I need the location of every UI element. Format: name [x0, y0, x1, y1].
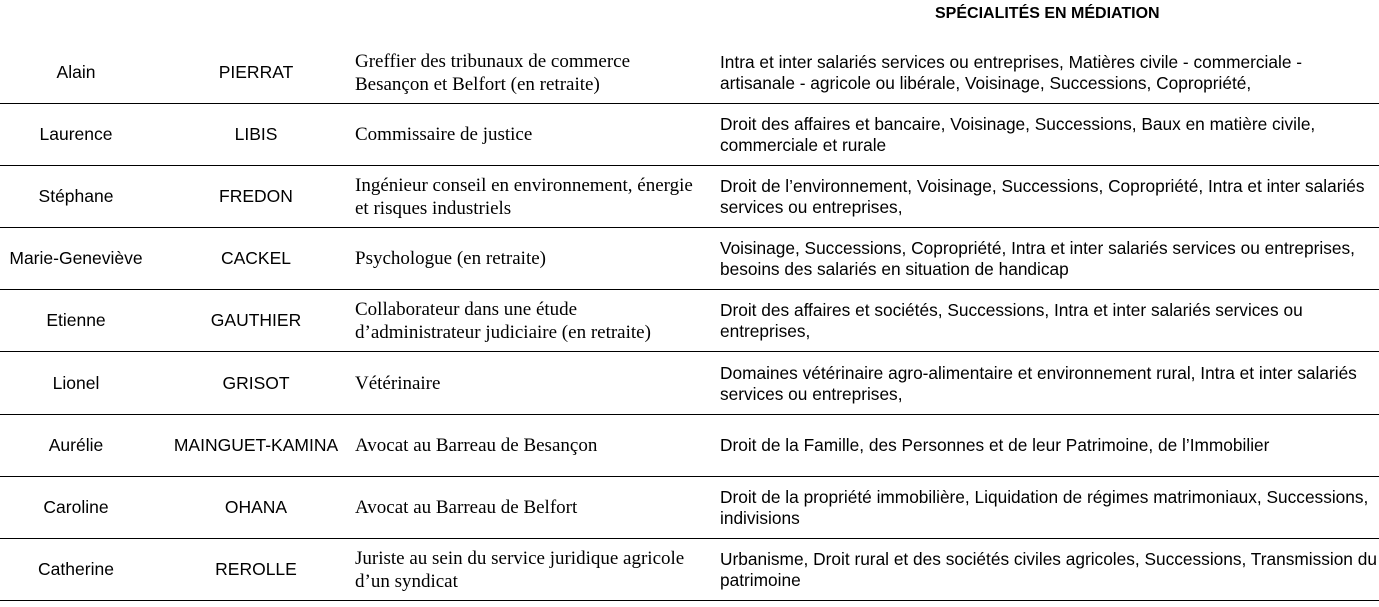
- specialties-cell: Droit des affaires et bancaire, Voisinage, Successions, Baux en matière civile, commerciale et rurale: [720, 113, 1316, 155]
- last-name-cell: PIERRAT: [218, 62, 294, 82]
- profession-cell: Avocat au Barreau de Besançon: [355, 435, 598, 456]
- profession-cell: Collaborateur dans une étude d’administrateur judiciaire (en retraite): [355, 298, 651, 343]
- table-row: [0, 42, 1379, 104]
- first-name-cell: Lionel: [52, 373, 100, 393]
- table-row: [0, 290, 1379, 352]
- specialties-cell: Voisinage, Successions, Copropriété, Intra et inter salariés services ou entreprises, besoins des salariés en situation de handicap: [720, 237, 1355, 279]
- first-name-cell: Stéphane: [38, 186, 114, 206]
- table-row: [0, 539, 1379, 601]
- last-name-cell: FREDON: [219, 186, 293, 206]
- last-name-cell: LIBIS: [234, 124, 278, 144]
- first-name-cell: Caroline: [43, 497, 109, 517]
- profession-cell: Vétérinaire: [355, 373, 441, 394]
- profession-cell: Commissaire de justice: [355, 124, 533, 145]
- first-name-cell: Etienne: [46, 310, 106, 330]
- profession-cell: Ingénieur conseil en environnement, énergie et risques industriels: [355, 174, 693, 219]
- table-row: [0, 228, 1379, 290]
- profession-cell: Juriste au sein du service juridique agricole d’un syndicat: [355, 547, 685, 592]
- specialties-cell: Intra et inter salariés services ou entreprises, Matières civile - commerciale - artisanale - agricole ou libérale, Voisinage, Successions, Copropriété,: [720, 51, 1302, 93]
- specialties-column-header: SPÉCIALITÉS EN MÉDIATION: [935, 5, 1160, 22]
- last-name-cell: GRISOT: [222, 373, 290, 393]
- last-name-cell: MAINGUET-KAMINA: [173, 435, 339, 455]
- specialties-cell: Domaines vétérinaire agro-alimentaire et environnement rural, Intra et inter salariés services ou entreprises,: [720, 362, 1357, 404]
- first-name-cell: Laurence: [39, 124, 113, 144]
- specialties-cell: Droit de l’environnement, Voisinage, Successions, Copropriété, Intra et inter salariés services ou entreprises,: [720, 175, 1365, 217]
- last-name-cell: CACKEL: [220, 248, 292, 268]
- profession-cell: Psychologue (en retraite): [355, 248, 546, 269]
- last-name-cell: REROLLE: [215, 559, 297, 579]
- table-row: [0, 353, 1379, 415]
- first-name-cell: Marie-Geneviève: [9, 248, 143, 268]
- first-name-cell: Catherine: [38, 559, 114, 579]
- profession-cell: Avocat au Barreau de Belfort: [355, 497, 578, 518]
- first-name-cell: Aurélie: [48, 435, 104, 455]
- specialties-cell: Droit des affaires et sociétés, Successions, Intra et inter salariés services ou entreprises,: [720, 299, 1303, 341]
- first-name-cell: Alain: [56, 62, 96, 82]
- specialties-cell: Urbanisme, Droit rural et des sociétés civiles agricoles, Successions, Transmission du patrimoine: [720, 548, 1377, 590]
- table-row: [0, 166, 1379, 228]
- specialties-cell: Droit de la propriété immobilière, Liquidation de régimes matrimoniaux, Successions, indivisions: [720, 486, 1369, 528]
- profession-cell: Greffier des tribunaux de commerce Besançon et Belfort (en retraite): [355, 50, 631, 95]
- table-row: [0, 104, 1379, 166]
- table-row: [0, 477, 1379, 539]
- last-name-cell: OHANA: [224, 497, 288, 517]
- last-name-cell: GAUTHIER: [210, 310, 302, 330]
- table-row: [0, 415, 1379, 477]
- specialties-cell: Droit de la Famille, des Personnes et de leur Patrimoine, de l’Immobilier: [720, 435, 1270, 455]
